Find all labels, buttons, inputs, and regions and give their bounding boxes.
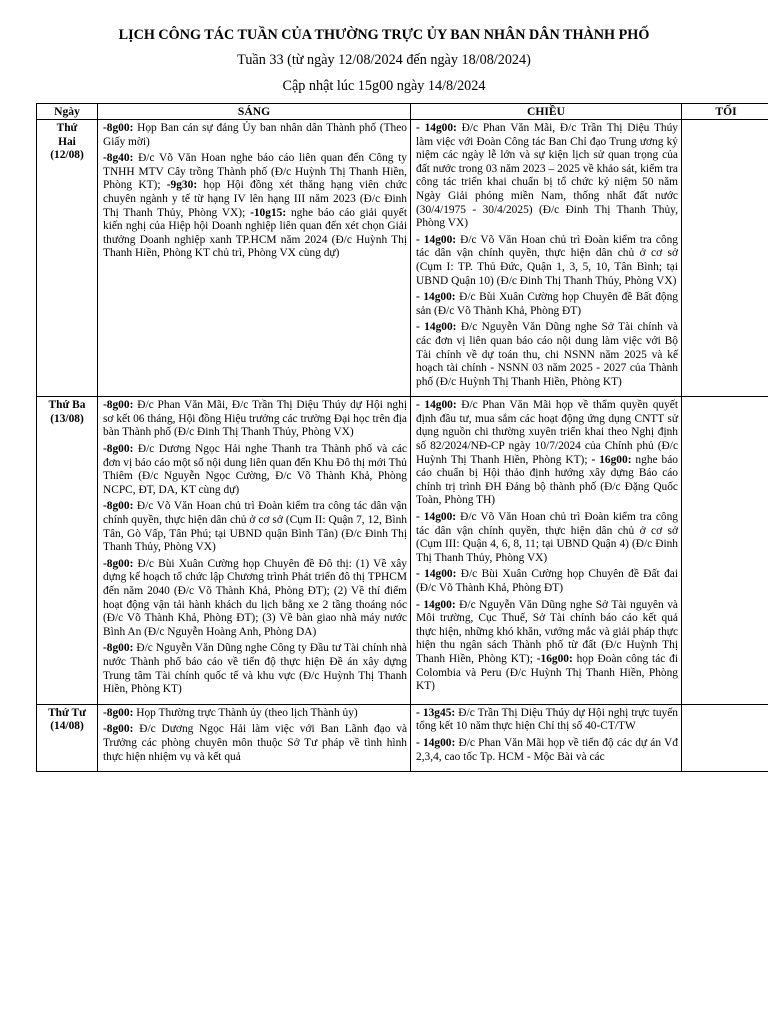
day-row [37,120,768,397]
entry-time: -8g00: [103,399,134,412]
morning-cell [98,120,411,397]
schedule-entry [103,443,407,497]
schedule-entry [416,737,678,764]
day-name: Thứ Tư [48,706,86,719]
entry-text: Đ/c Nguyễn Văn Dũng nghe Sở Tài nguyên và Môi trường, Cục Thuế, Sở Tài chính báo cáo kết quả thực hiện, những khó khăn, vướng mắc và giải pháp thực hiện thu ngân sách Thành phố từ đất (Đ/c Huỳnh Thị Thanh Hiền, Phòng KT); [416,598,678,665]
entry-text: Đ/c Võ Văn Hoan chủ trì Đoàn kiểm tra công tác dân vận chính quyền, thực hiện dân chủ ở cơ sở (Cụm III: Quận 4, 6, 8, 11; tại UBND Quận 4) (Đ/c Đinh Thị Thanh Thủy, Phòng VX) [416,511,678,564]
schedule-entry [103,558,407,640]
entry-time: -8g00: [103,443,134,456]
evening-cell [682,397,768,704]
entry-time: - 14g00: [416,233,457,246]
entry-text: Họp Thường trực Thành ủy (theo lịch Thành ủy) [133,706,358,719]
day-row [37,397,768,704]
day-name: Thứ Hai [56,122,78,148]
entry-time: -9g30: [166,179,198,192]
entry-text: Đ/c Nguyễn Văn Dũng nghe Công ty Đầu tư Tài chính nhà nước Thành phố báo cáo về tiến độ thực hiện Đề án xây dựng Trung tâm Tài chính quốc tế và khu vực (Đ/c Huỳnh Thị Thanh Hiền, Phòng KT) [103,642,407,696]
day-name: Thứ Ba [48,399,86,412]
schedule-entry [103,152,407,261]
schedule-entry [416,568,678,595]
col-header-day: Ngày [37,104,98,120]
day-date: (12/08) [50,149,84,162]
day-date: (14/08) [50,720,84,733]
day-date: (13/08) [50,412,84,425]
schedule-entry [416,599,678,694]
afternoon-cell [411,120,682,397]
entry-time: -8g40: [103,152,134,165]
entry-text: Đ/c Võ Văn Hoan chủ trì Đoàn kiểm tra công tác dân vận chính quyền, thực hiện dân chủ ở cơ sở (Cụm II: Quận 7, 12, Bình Tân, Gò Vấp, Tân Phú; tại UBND quận Bình Tân) (Đ/c Đinh Thị Thanh Thủy, Phòng VX) [103,500,407,554]
schedule-entry [416,321,678,389]
week-range: Tuần 33 (từ ngày 12/08/2024 đến ngày 18/08/2024) [237,52,531,68]
entry-text: họp Đoàn công tác đi Colombia và Peru (Đ/c Huỳnh Thị Thanh Hiền, Phòng KT) [416,652,678,693]
day-cell [37,120,98,397]
entry-text: Đ/c Phan Văn Mãi họp về tiến độ các dự án Vđ 2,3,4, cao tốc Tp. HCM - Mộc Bài và các [416,736,678,763]
entry-text: Họp Ban cán sự đảng Ủy ban nhân dân Thành phố (Theo Giấy mời) [103,122,407,148]
entry-text: Đ/c Dương Ngọc Hải làm việc với Ban Lãnh đạo và Trưởng các phòng chuyên môn thuộc Sở Tư pháp về tình hình thực hiện nhiệm vụ và kết quả [103,723,407,763]
entry-text: Đ/c Nguyễn Văn Dũng nghe Sở Tài chính và các đơn vị liên quan báo cáo nội dung làm việc với Bộ Tài chính về dự toán thu, chi NSNN năm 2025 và kế hoạch tài chính - NSNN 03 năm 2025 - 2027 của Thành phố (Đ/c Huỳnh Thị Thanh Hiền, Phòng KT) [416,321,678,388]
entry-time: - 14g00: [416,736,456,749]
schedule-body [37,120,768,772]
col-header-afternoon: CHIỀU [411,104,682,120]
schedule-entry [103,500,407,554]
col-header-morning: SÁNG [98,104,411,120]
entry-text: Đ/c Phan Văn Mãi họp về thẩm quyền quyết định đầu tư, mua sắm các hoạt động ứng dụng CNTT sử dụng nguồn chi thường xuyên triển khai theo Nghị định số 82/2024/NĐ-CP ngày 10/7/2024 của Chính phủ (Đ/c Huỳnh Thị Thanh Hiền, Phòng KT); [416,399,678,466]
update-time: Cập nhật lúc 15g00 ngày 14/8/2024 [282,78,486,94]
entry-time: -16g00: [536,652,573,665]
schedule-entry [103,642,407,696]
header-row [37,104,768,120]
document-header [0,0,768,95]
afternoon-cell [411,397,682,704]
entry-time: - 14g00: [416,291,456,304]
schedule-entry [416,291,678,318]
entry-time: - 14g00: [416,399,457,412]
entry-text: Đ/c Phan Văn Mãi, Đ/c Trần Thị Diệu Thúy làm việc với Đoàn Công tác Ban Chỉ đạo Trung ương kỷ niệm các ngày lễ lớn và sự kiện lịch sử quan trọng của đất nước trong 03 năm 2023 – 2025 về khảo sát, kiểm tra công tác triển khai chuẩn bị tổ chức kỷ niệm 50 năm Ngày Giải phóng miền Nam, thống nhất đất nước (30/4/1975 - 30/4/2025) (Đ/c Đinh Thị Thanh Thủy, Phòng VX) [416,122,678,230]
entry-time: - 14g00: [416,122,457,134]
entry-text: nghe báo cáo chuẩn bị Hội thảo định hướng xây dựng Báo cáo chính trị trình ĐH Đảng bộ thành phố (Đ/c Đặng Quốc Toàn, Phòng TH) [416,453,678,507]
schedule-entry [103,723,407,764]
entry-text: Đ/c Dương Ngọc Hải nghe Thanh tra Thành phố và các đơn vị báo cáo một số nội dung liên quan đến Khu Đô thị mới Thủ Thiêm (Đ/c Nguyễn Ngọc Cường, Đ/c Võ Thành Khả, Phòng NCPC, ĐT, DA, KT cùng dự) [103,443,407,496]
schedule-entry [416,122,678,231]
entry-time: - 16g00: [591,453,632,466]
entry-time: -8g00: [103,500,134,513]
entry-text: Đ/c Phan Văn Mãi, Đ/c Trần Thị Diệu Thúy dự Hội nghị sơ kết 06 tháng, Hội đồng Hiệu trưởng các trường Đại học trên địa bàn Thành phố (Đ/c Đinh Thị Thanh Thủy, Phòng VX) [103,399,407,439]
morning-cell [98,397,411,704]
schedule-entry [103,707,407,721]
schedule-entry [103,399,407,440]
entry-time: -8g00: [103,706,134,719]
entry-time: - 13g45: [416,706,456,719]
schedule-entry [416,399,678,508]
entry-time: -8g00: [103,557,134,570]
entry-time: -8g00: [103,122,134,134]
entry-text: Đ/c Võ Văn Hoan chủ trì Đoàn kiểm tra công tác dân vận chính quyền, thực hiện dân chủ ở cơ sở (Cụm I: TP. Thủ Đức, Quận 1, 3, 5, 10, Tân Bình; tại UBND Quận 10) (Đ/c Đinh Thị Thanh Thủy, Phòng VX) [416,233,678,287]
document-title: LỊCH CÔNG TÁC TUẦN CỦA THƯỜNG TRỰC ỦY BAN NHÂN DÂN THÀNH PHỐ [118,27,650,43]
col-header-evening: TỐI [682,104,768,120]
day-cell [37,704,98,771]
schedule-entry [416,707,678,734]
schedule-entry [416,234,678,288]
schedule-table [36,103,768,772]
entry-text: Đ/c Trần Thị Diệu Thúy dự Hội nghị trực tuyến tổng kết 10 năm thực hiện Chỉ thị số 40-CT/TW [416,706,678,733]
evening-cell [682,704,768,771]
afternoon-cell [411,704,682,771]
entry-time: - 14g00: [416,568,457,581]
entry-time: -10g15: [250,206,287,219]
evening-cell [682,120,768,397]
day-cell [37,397,98,704]
entry-time: - 14g00: [416,511,457,524]
entry-text: Đ/c Bùi Xuân Cường họp Chuyên đề Bất động sản (Đ/c Võ Thành Khả, Phòng ĐT) [416,291,678,317]
day-row [37,704,768,771]
entry-text: họp Hội đồng xét thăng hạng viên chức chuyên ngành y tế từ hạng IV lên hạng III năm 2023 (Đ/c Đinh Thị Thanh Thủy, Phòng VX); [103,179,407,219]
morning-cell [98,704,411,771]
entry-text: Đ/c Bùi Xuân Cường họp Chuyên đề Đô thị: (1) Về xây dựng kế hoạch tổ chức lập Chương trình Phát triển đô thị TPHCM đến năm 2040 (Đ/c Võ Thành Khả, Phòng ĐT); (2) Về thí điểm hoạt động vận tải hành khách du lịch bằng xe 2 tầng thoáng nóc (Đ/c Võ Thành Khả, Phòng ĐT); (3) Về bàn giao nhà máy nước Bình An (Đ/c Nguyễn Hoàng Anh, Phòng DA) [103,557,407,638]
entry-time: - 14g00: [416,321,457,334]
entry-text: Đ/c Bùi Xuân Cường họp Chuyên đề Đất đai (Đ/c Võ Thành Khả, Phòng ĐT) [416,568,678,594]
entry-time: -8g00: [103,642,134,655]
entry-text: Đ/c Võ Văn Hoan nghe báo cáo liên quan đến Công ty TNHH MTV Cây trồng Thành phố (Đ/c Huỳnh Thị Thanh Hiền, Phòng KT); [103,152,407,192]
entry-text: nghe báo cáo giải quyết kiến nghị của Hiệp hội Doanh nghiệp liên quan đến xét chọn Giải thưởng Doanh nghiệp xanh TP.HCM năm 2024 (Đ/c Huỳnh Thị Thanh Hiền, Phòng KT chủ trì, Phòng VX cùng dự) [103,206,407,260]
schedule-entry [416,511,678,565]
entry-time: - 14g00: [416,598,456,611]
entry-time: -8g00: [103,723,134,736]
schedule-entry [103,122,407,149]
